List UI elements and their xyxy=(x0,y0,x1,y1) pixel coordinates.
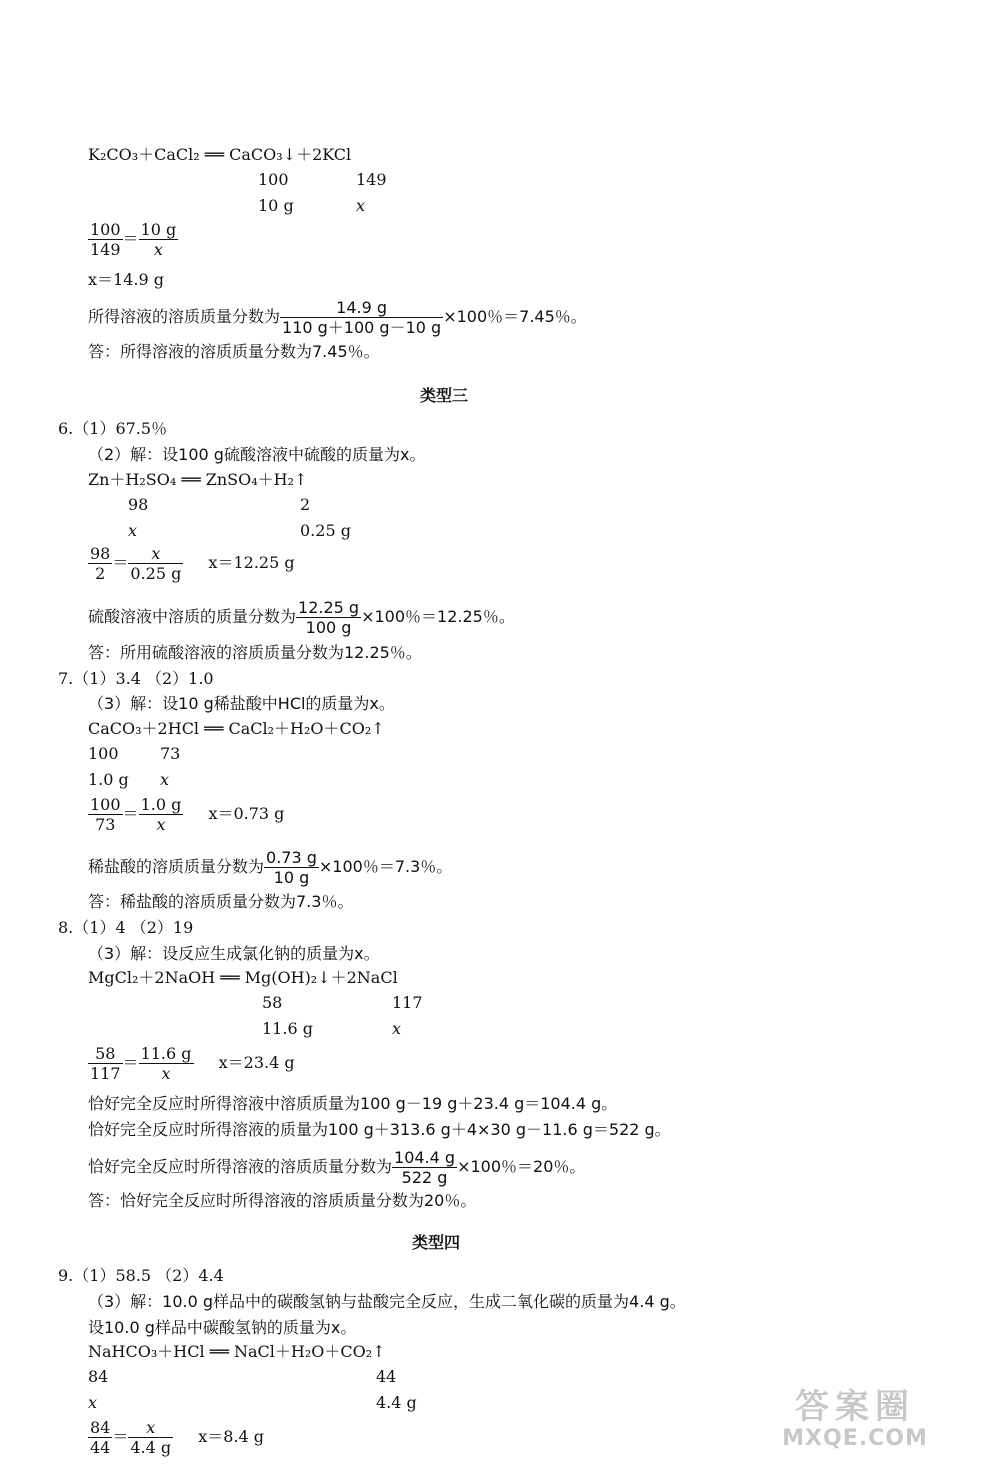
q6-answer: 答：所用硫酸溶液的溶质质量分数为12.25％。 xyxy=(88,643,422,662)
q8-mr-right: 117 xyxy=(392,993,423,1012)
q8-solution-mass: 恰好完全反应时所得溶液的质量为100 g＋313.6 g＋4×30 g－11.6 g＝522 g。 xyxy=(88,1120,671,1139)
q7-mass-fraction: 稀盐酸的溶质质量分数为 $\frac{0.73 g}{10 g}$ ×100％＝7.3％。 xyxy=(88,848,453,887)
q9-setup: 设10.0 g样品中碳酸氢钠的质量为x。 xyxy=(88,1318,357,1337)
q7-mass-left: 1.0 g xyxy=(88,770,129,789)
q7-equation: CaCO₃＋2HCl ══ CaCl₂＋H₂O＋CO₂↑ xyxy=(88,719,385,738)
q7-mass-right: x xyxy=(160,770,170,789)
mass-fraction-line: 所得溶液的溶质质量分数为 $\frac{14.9 g}{110 g+100 g-10 g}$ ×100％＝7.45％。 xyxy=(88,298,587,337)
mass-right: x xyxy=(356,196,366,215)
q8-mass-right: x xyxy=(392,1019,402,1038)
q6-equation: Zn＋H₂SO₄ ══ ZnSO₄＋H₂↑ xyxy=(88,470,308,489)
q6-ratio: $\frac{98}{2}$ ＝ $\frac{x}{0.25 g}$ x＝12.25 g xyxy=(90,544,295,583)
q6-mr-left: 98 xyxy=(128,495,149,514)
q8-mass-left: 11.6 g xyxy=(262,1019,313,1038)
q8-equation: MgCl₂＋2NaOH ══ Mg(OH)₂↓＋2NaCl xyxy=(88,968,398,987)
result: x＝14.9 g xyxy=(88,270,164,289)
q7-part1: 7.（1）3.4 （2）1.0 xyxy=(58,669,214,688)
q7-mr-left: 100 xyxy=(88,744,119,763)
molar-mass-left: 100 xyxy=(258,170,289,189)
molar-mass-right: 149 xyxy=(356,170,387,189)
q8-answer: 答：恰好完全反应时所得溶液的溶质质量分数为20％。 xyxy=(88,1191,477,1210)
q8-part1: 8.（1）4 （2）19 xyxy=(58,918,194,937)
q8-ratio: $\frac{58}{117}$ ＝ $\frac{11.6 g}{x}$ x＝23.4 g xyxy=(90,1044,295,1083)
q6-mass-right: 0.25 g xyxy=(300,521,351,540)
section-heading-type3: 类型三 xyxy=(420,386,469,405)
equation-k2co3: K₂CO₃＋CaCl₂ ══ CaCO₃↓＋2KCl xyxy=(88,145,352,164)
q6-part2: （2）解：设100 g硫酸溶液中硫酸的质量为x。 xyxy=(88,445,426,464)
mass-left: 10 g xyxy=(258,196,294,215)
q7-mr-right: 73 xyxy=(160,744,181,763)
q8-part3: （3）解：设反应生成氯化钠的质量为x。 xyxy=(88,944,380,963)
q7-answer: 答：稀盐酸的溶质质量分数为7.3％。 xyxy=(88,892,354,911)
q9-equation: NaHCO₃＋HCl ══ NaCl＋H₂O＋CO₂↑ xyxy=(88,1342,386,1361)
q9-mass-left: x xyxy=(88,1393,98,1412)
watermark-logo: 答案圈 MXQE.COM xyxy=(782,1387,928,1451)
q6-part1: 6.（1）67.5％ xyxy=(58,419,168,438)
section-heading-type4: 类型四 xyxy=(412,1233,461,1252)
q9-part3: （3）解：10.0 g样品中的碳酸氢钠与盐酸完全反应，生成二氧化碳的质量为4.4 g。 xyxy=(88,1292,686,1311)
q6-mass-left: x xyxy=(128,521,138,540)
ratio-equation: $\frac{100}{149}$ ＝ $\frac{10 g}{x}$ xyxy=(90,220,177,259)
q7-part3: （3）解：设10 g稀盐酸中HCl的质量为x。 xyxy=(88,694,395,713)
q6-mass-fraction: 硫酸溶液中溶质的质量分数为 $\frac{12.25 g}{100 g}$ ×100％＝12.25％。 xyxy=(88,598,515,637)
q8-mr-left: 58 xyxy=(262,993,283,1012)
answer: 答：所得溶液的溶质质量分数为7.45％。 xyxy=(88,342,380,361)
q8-mass-fraction: 恰好完全反应时所得溶液的溶质质量分数为 $\frac{104.4 g}{522 g}$ ×100％＝20％。 xyxy=(88,1148,586,1187)
q8-solute-mass: 恰好完全反应时所得溶液中溶质质量为100 g－19 g＋23.4 g＝104.4 g。 xyxy=(88,1094,618,1113)
q9-mr-left: 84 xyxy=(88,1367,109,1386)
q9-mr-right: 44 xyxy=(376,1367,397,1386)
q9-part1: 9.（1）58.5 （2）4.4 xyxy=(58,1266,224,1285)
q9-mass-right: 4.4 g xyxy=(376,1393,417,1412)
q7-ratio: $\frac{100}{73}$ ＝ $\frac{1.0 g}{x}$ x＝0.73 g xyxy=(90,795,285,834)
q6-mr-right: 2 xyxy=(300,495,311,514)
q9-ratio: $\frac{84}{44}$ ＝ $\frac{x}{4.4 g}$ x＝8.4 g xyxy=(90,1418,265,1457)
